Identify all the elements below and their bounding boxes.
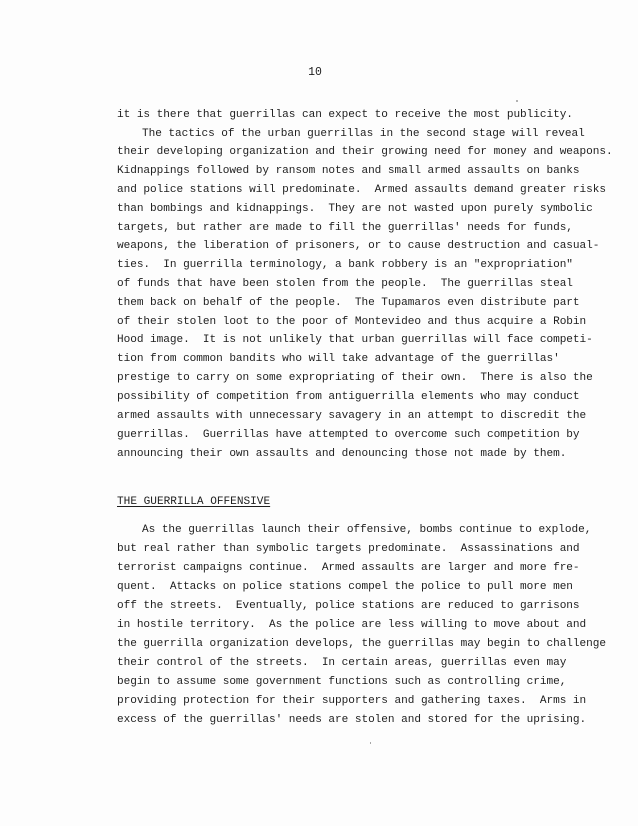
paragraph-3-line: the guerrilla organization develops, the guerrillas may begin to challenge	[117, 638, 606, 650]
paragraph-3-line: As the guerrillas launch their offensive, bombs continue to explode,	[142, 524, 592, 536]
scan-speck	[516, 100, 518, 102]
paragraph-2-line: of their stolen loot to the poor of Montevideo and thus acquire a Robin	[117, 316, 587, 328]
paragraph-2-line: of funds that have been stolen from the people. The guerrillas steal	[117, 278, 573, 290]
paragraph-3-line: their control of the streets. In certain areas, guerrillas even may	[117, 657, 567, 669]
paragraph-2-line: them back on behalf of the people. The Tupamaros even distribute part	[117, 297, 580, 309]
paragraph-2-line: ties. In guerrilla terminology, a bank robbery is an "expropriation"	[117, 259, 573, 271]
paragraph-2-line: armed assaults with unnecessary savagery in an attempt to discredit the	[117, 410, 587, 422]
paragraph-2-line: possibility of competition from antiguerrilla elements who may conduct	[117, 391, 580, 403]
paragraph-3-line: terrorist campaigns continue. Armed assaults are larger and more fre-	[117, 562, 580, 574]
section-heading: THE GUERRILLA OFFENSIVE	[117, 496, 271, 508]
paragraph-3-line: off the streets. Eventually, police stations are reduced to garrisons	[117, 600, 580, 612]
paragraph-3-line: but real rather than symbolic targets predominate. Assassinations and	[117, 543, 580, 555]
paragraph-2-line: tion from common bandits who will take advantage of the guerrillas'	[117, 353, 560, 365]
paragraph-1-line: it is there that guerrillas can expect to receive the most publicity.	[117, 109, 573, 121]
paragraph-2-line: targets, but rather are made to fill the guerrillas' needs for funds,	[117, 222, 573, 234]
page-number: 10	[308, 66, 322, 79]
paragraph-2-line: announcing their own assaults and denouncing those not made by them.	[117, 448, 567, 460]
paragraph-3-line: providing protection for their supporters and gathering taxes. Arms in	[117, 695, 587, 707]
paragraph-2-line: and police stations will predominate. Armed assaults demand greater risks	[117, 184, 606, 196]
paragraph-3-line: begin to assume some government functions such as controlling crime,	[117, 676, 567, 688]
paragraph-3-line: quent. Attacks on police stations compel the police to pull more men	[117, 581, 573, 593]
paragraph-2-line: than bombings and kidnappings. They are not wasted upon purely symbolic	[117, 203, 593, 215]
paragraph-3-line: in hostile territory. As the police are less willing to move about and	[117, 619, 587, 631]
paragraph-2-line: weapons, the liberation of prisoners, or to cause destruction and casual-	[117, 240, 600, 252]
paragraph-2-line: The tactics of the urban guerrillas in the second stage will reveal	[142, 128, 585, 140]
paragraph-2-line: their developing organization and their growing need for money and weapons.	[117, 146, 613, 158]
paragraph-2-line: Kidnappings followed by ransom notes and small armed assaults on banks	[117, 165, 580, 177]
scan-speck	[370, 742, 371, 744]
paragraph-2-line: Hood image. It is not unlikely that urban guerrillas will face competi-	[117, 334, 593, 346]
paragraph-2-line: guerrillas. Guerrillas have attempted to overcome such competition by	[117, 429, 580, 441]
paragraph-3-line: excess of the guerrillas' needs are stolen and stored for the uprising.	[117, 714, 587, 726]
paragraph-2-line: prestige to carry on some expropriating of their own. There is also the	[117, 372, 593, 384]
